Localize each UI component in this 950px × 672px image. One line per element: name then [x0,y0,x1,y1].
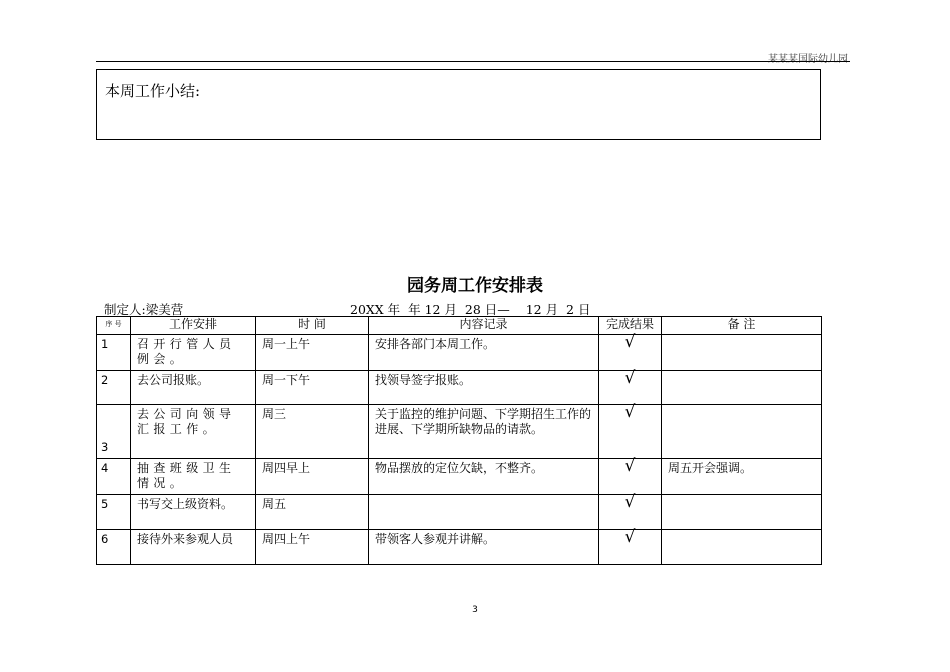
col-header-no: 序 号 [97,317,131,335]
table-row [97,495,822,530]
row-result-check: √ [599,335,662,371]
row-no: 6 [97,530,131,565]
row-result-check: √ [599,405,662,459]
row-content: 找领导签字报账。 [369,371,599,405]
row-remark [662,530,822,565]
row-task: 召开行管人员例会。 [131,335,256,371]
col-header-content: 内容记录 [369,317,599,335]
row-task: 书写交上级资料。 [131,495,256,530]
schedule-title: 园务周工作安排表 [407,276,543,296]
table-row [97,405,822,459]
row-task: 抽查班级卫生情况。 [131,459,256,495]
row-no: 4 [97,459,131,495]
col-header-remark: 备 注 [662,317,822,335]
row-no: 5 [97,495,131,530]
header-org-name: 某某某国际幼儿园 [768,54,848,65]
row-remark: 周五开会强调。 [662,459,822,495]
row-remark [662,371,822,405]
row-content: 安排各部门本周工作。 [369,335,599,371]
row-task: 接待外来参观人员 [131,530,256,565]
row-result-check: √ [599,371,662,405]
schedule-maker: 制定人:梁美营 [104,302,184,317]
table-row [97,335,822,371]
row-no: 2 [97,371,131,405]
row-task: 去公司报账。 [131,371,256,405]
header-rule [96,61,850,62]
row-remark [662,495,822,530]
col-header-task: 工作安排 [131,317,256,335]
table-row [97,459,822,495]
schedule-table [96,316,822,565]
row-task: 去公司向领导汇报工作。 [131,405,256,459]
row-no: 1 [97,335,131,371]
schedule-date-range: 20XX 年 年 12 月 28 日— 12 月 2 日 [350,302,591,317]
table-row [97,371,822,405]
row-content: 带领客人参观并讲解。 [369,530,599,565]
row-remark [662,335,822,371]
row-result-check: √ [599,495,662,530]
table-row [97,530,822,565]
row-time: 周四上午 [256,530,369,565]
weekly-summary-box [96,69,821,140]
row-result-check: √ [599,530,662,565]
col-header-result: 完成结果 [599,317,662,335]
row-content: 关于监控的维护问题、下学期招生工作的进展、下学期所缺物品的请款。 [369,405,599,459]
row-time: 周四早上 [256,459,369,495]
row-time: 周五 [256,495,369,530]
row-content [369,495,599,530]
col-header-time: 时 间 [256,317,369,335]
table-header-row [97,317,822,335]
row-time: 周三 [256,405,369,459]
row-remark [662,405,822,459]
row-content: 物品摆放的定位欠缺，不整齐。 [369,459,599,495]
weekly-summary-label: 本周工作小结: [105,82,201,100]
page-number: 3 [472,605,478,615]
row-no: 3 [97,405,131,459]
row-time: 周一上午 [256,335,369,371]
row-time: 周一下午 [256,371,369,405]
row-result-check: √ [599,459,662,495]
